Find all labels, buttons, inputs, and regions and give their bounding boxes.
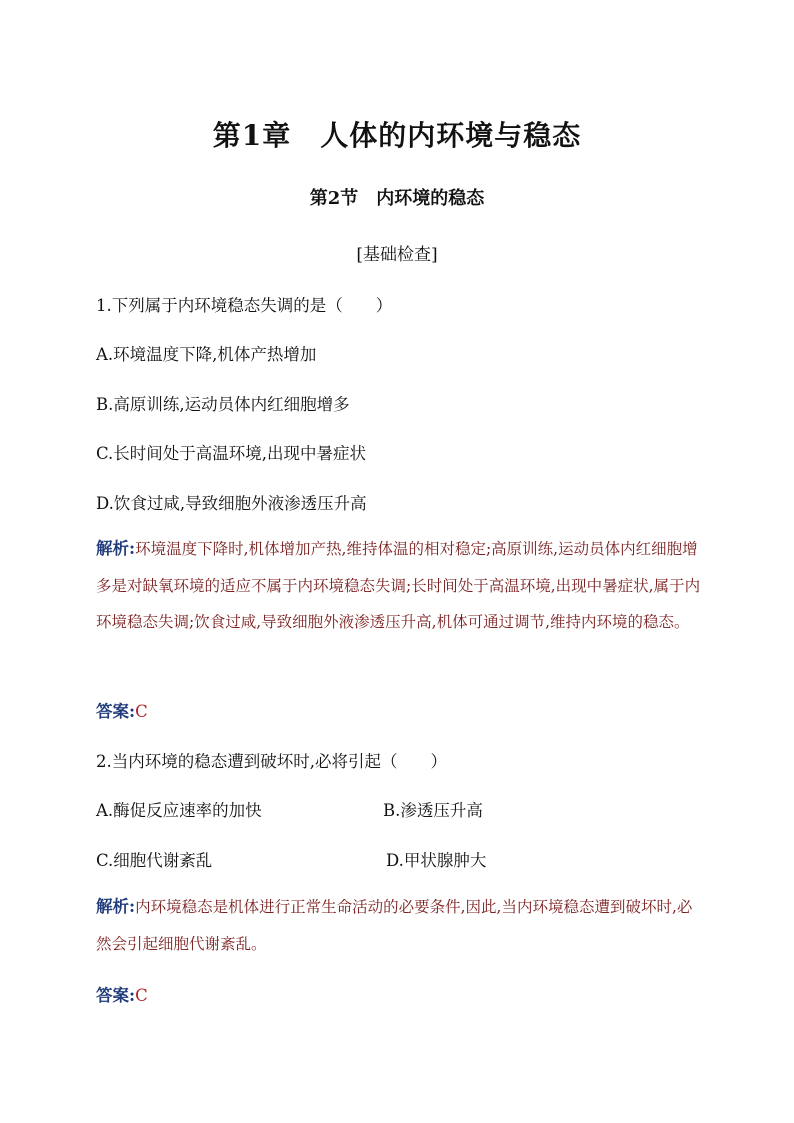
subsection-heading: [基础检查] <box>356 245 438 265</box>
analysis-text: 环境温度下降时,机体增加产热,维持体温的相对稳定;高原训练,运动员体内红细胞增多是对缺氧环境的适应不属于内环境稳态失调;长时间处于高温环境,出现中暑症状,属于内环境稳态失调;饮食过咸,导致细胞外液渗透压升高,机体可通过调节,维持内环境的稳态。 <box>96 540 701 631</box>
answer-value: C <box>135 702 148 721</box>
question-1-answer <box>96 698 148 722</box>
question-1-option-c: C.长时间处于高温环境,出现中暑症状 <box>96 444 367 463</box>
question-2-option-d: D.甲状腺肿大 <box>386 851 487 870</box>
analysis-label: 解析: <box>96 539 136 558</box>
analysis-label: 解析: <box>96 897 136 916</box>
question-2-option-a: A.酶促反应速率的加快 <box>96 801 262 820</box>
section-title: 第2节 内环境的稳态 <box>309 188 485 209</box>
question-2-option-b: B.渗透压升高 <box>383 801 483 820</box>
question-2-stem: 2.当内环境的稳态遭到破坏时,必将引起（ ） <box>96 752 447 771</box>
question-2-answer <box>96 982 148 1006</box>
question-1-option-b: B.高原训练,运动员体内红细胞增多 <box>96 395 350 414</box>
answer-label: 答案: <box>96 702 136 721</box>
question-1-option-d: D.饮食过咸,导致细胞外液渗透压升高 <box>96 494 367 513</box>
answer-value: C <box>135 986 148 1005</box>
question-1-option-a: A.环境温度下降,机体产热增加 <box>96 345 317 364</box>
question-1-analysis <box>96 531 706 641</box>
question-1-stem: 1.下列属于内环境稳态失调的是（ ） <box>96 296 393 315</box>
question-2-analysis <box>96 889 706 962</box>
answer-label: 答案: <box>96 986 136 1005</box>
chapter-title: 第1章 人体的内环境与稳态 <box>212 119 582 152</box>
analysis-text: 内环境稳态是机体进行正常生命活动的必要条件,因此,当内环境稳态遭到破坏时,必然会引起细胞代谢紊乱。 <box>96 898 693 953</box>
question-2-option-c: C.细胞代谢紊乱 <box>96 851 213 870</box>
